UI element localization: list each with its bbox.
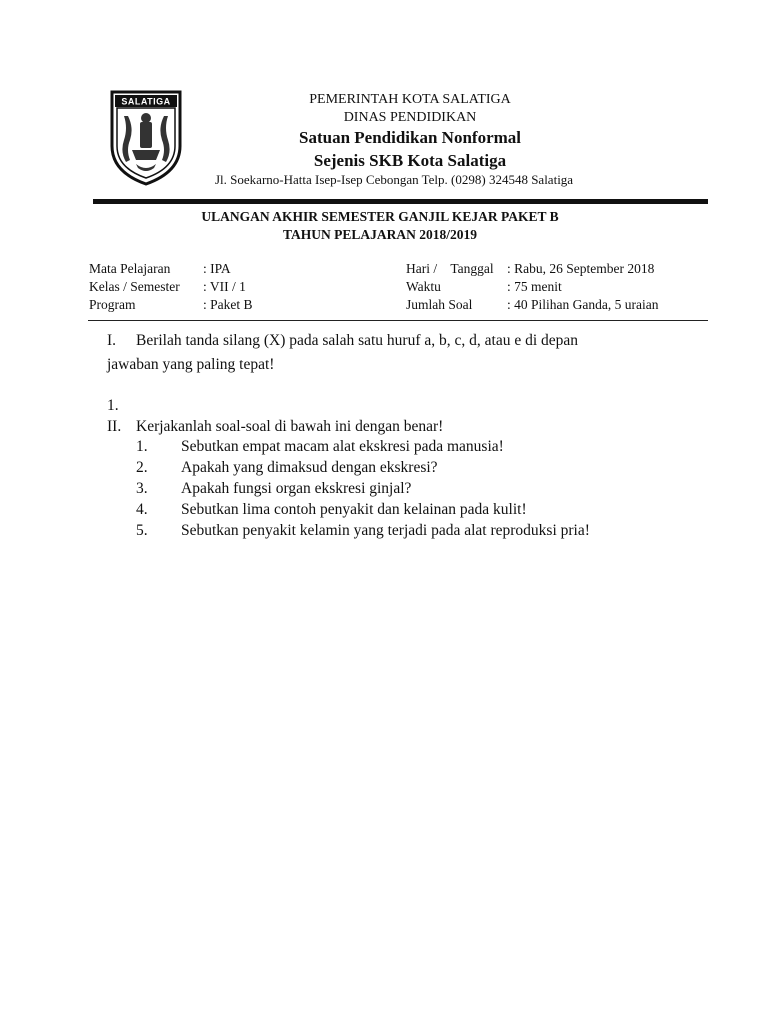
question-number: 5. <box>136 522 148 539</box>
section1-item-1: 1. <box>107 397 119 414</box>
section2-numeral: II. <box>107 418 122 435</box>
header-department: DINAS PENDIDIKAN <box>343 110 477 125</box>
question-text: Sebutkan empat macam alat ekskresi pada manusia! <box>181 438 504 455</box>
header-institution: Satuan Pendidikan Nonformal <box>299 128 521 147</box>
info-value-subject: : IPA <box>203 261 231 276</box>
section1-instruction-line2: jawaban yang paling tepat! <box>107 356 275 373</box>
info-value-date: : Rabu, 26 September 2018 <box>507 261 655 276</box>
info-label-time: Waktu <box>406 279 441 294</box>
info-value-program: : Paket B <box>203 297 253 312</box>
section1-instruction-line1: Berilah tanda silang (X) pada salah satu huruf a, b, c, d, atau e di depan <box>136 332 579 349</box>
info-label-subject: Mata Pelajaran <box>89 261 171 276</box>
info-divider <box>88 320 708 321</box>
question-text: Sebutkan lima contoh penyakit dan kelainan pada kulit! <box>181 501 527 518</box>
header-institution-sub: Sejenis SKB Kota Salatiga <box>313 151 507 170</box>
exam-year: TAHUN PELAJARAN 2018/2019 <box>282 227 477 242</box>
header-government: PEMERINTAH KOTA SALATIGA <box>309 92 511 107</box>
question-text: Apakah fungsi organ ekskresi ginjal? <box>181 480 412 497</box>
question-text: Apakah yang dimaksud dengan ekskresi? <box>181 459 438 476</box>
info-value-time: : 75 menit <box>507 279 562 294</box>
question-number: 1. <box>136 438 148 455</box>
info-label-class: Kelas / Semester <box>89 279 180 294</box>
question-text: Sebutkan penyakit kelamin yang terjadi pada alat reproduksi pria! <box>181 522 590 539</box>
info-label-program: Program <box>89 297 136 312</box>
section1-numeral: I. <box>107 332 117 349</box>
info-label-count: Jumlah Soal <box>406 297 473 312</box>
salatiga-logo <box>106 88 186 186</box>
question-number: 2. <box>136 459 148 476</box>
logo-text: SALATIGA <box>121 96 171 107</box>
question-number: 4. <box>136 501 148 518</box>
question-number: 3. <box>136 480 148 497</box>
section2-instruction: Kerjakanlah soal-soal di bawah ini dengan benar! <box>136 418 444 435</box>
info-value-count: : 40 Pilihan Ganda, 5 uraian <box>507 297 659 312</box>
header-divider <box>93 199 708 204</box>
exam-title: ULANGAN AKHIR SEMESTER GANJIL KEJAR PAKET B <box>201 209 559 224</box>
header-address: Jl. Soekarno-Hatta Isep-Isep Cebongan Telp. (0298) 324548 Salatiga <box>215 172 574 187</box>
info-value-class: : VII / 1 <box>203 279 246 294</box>
info-label-date: Hari / Tanggal <box>406 261 494 276</box>
